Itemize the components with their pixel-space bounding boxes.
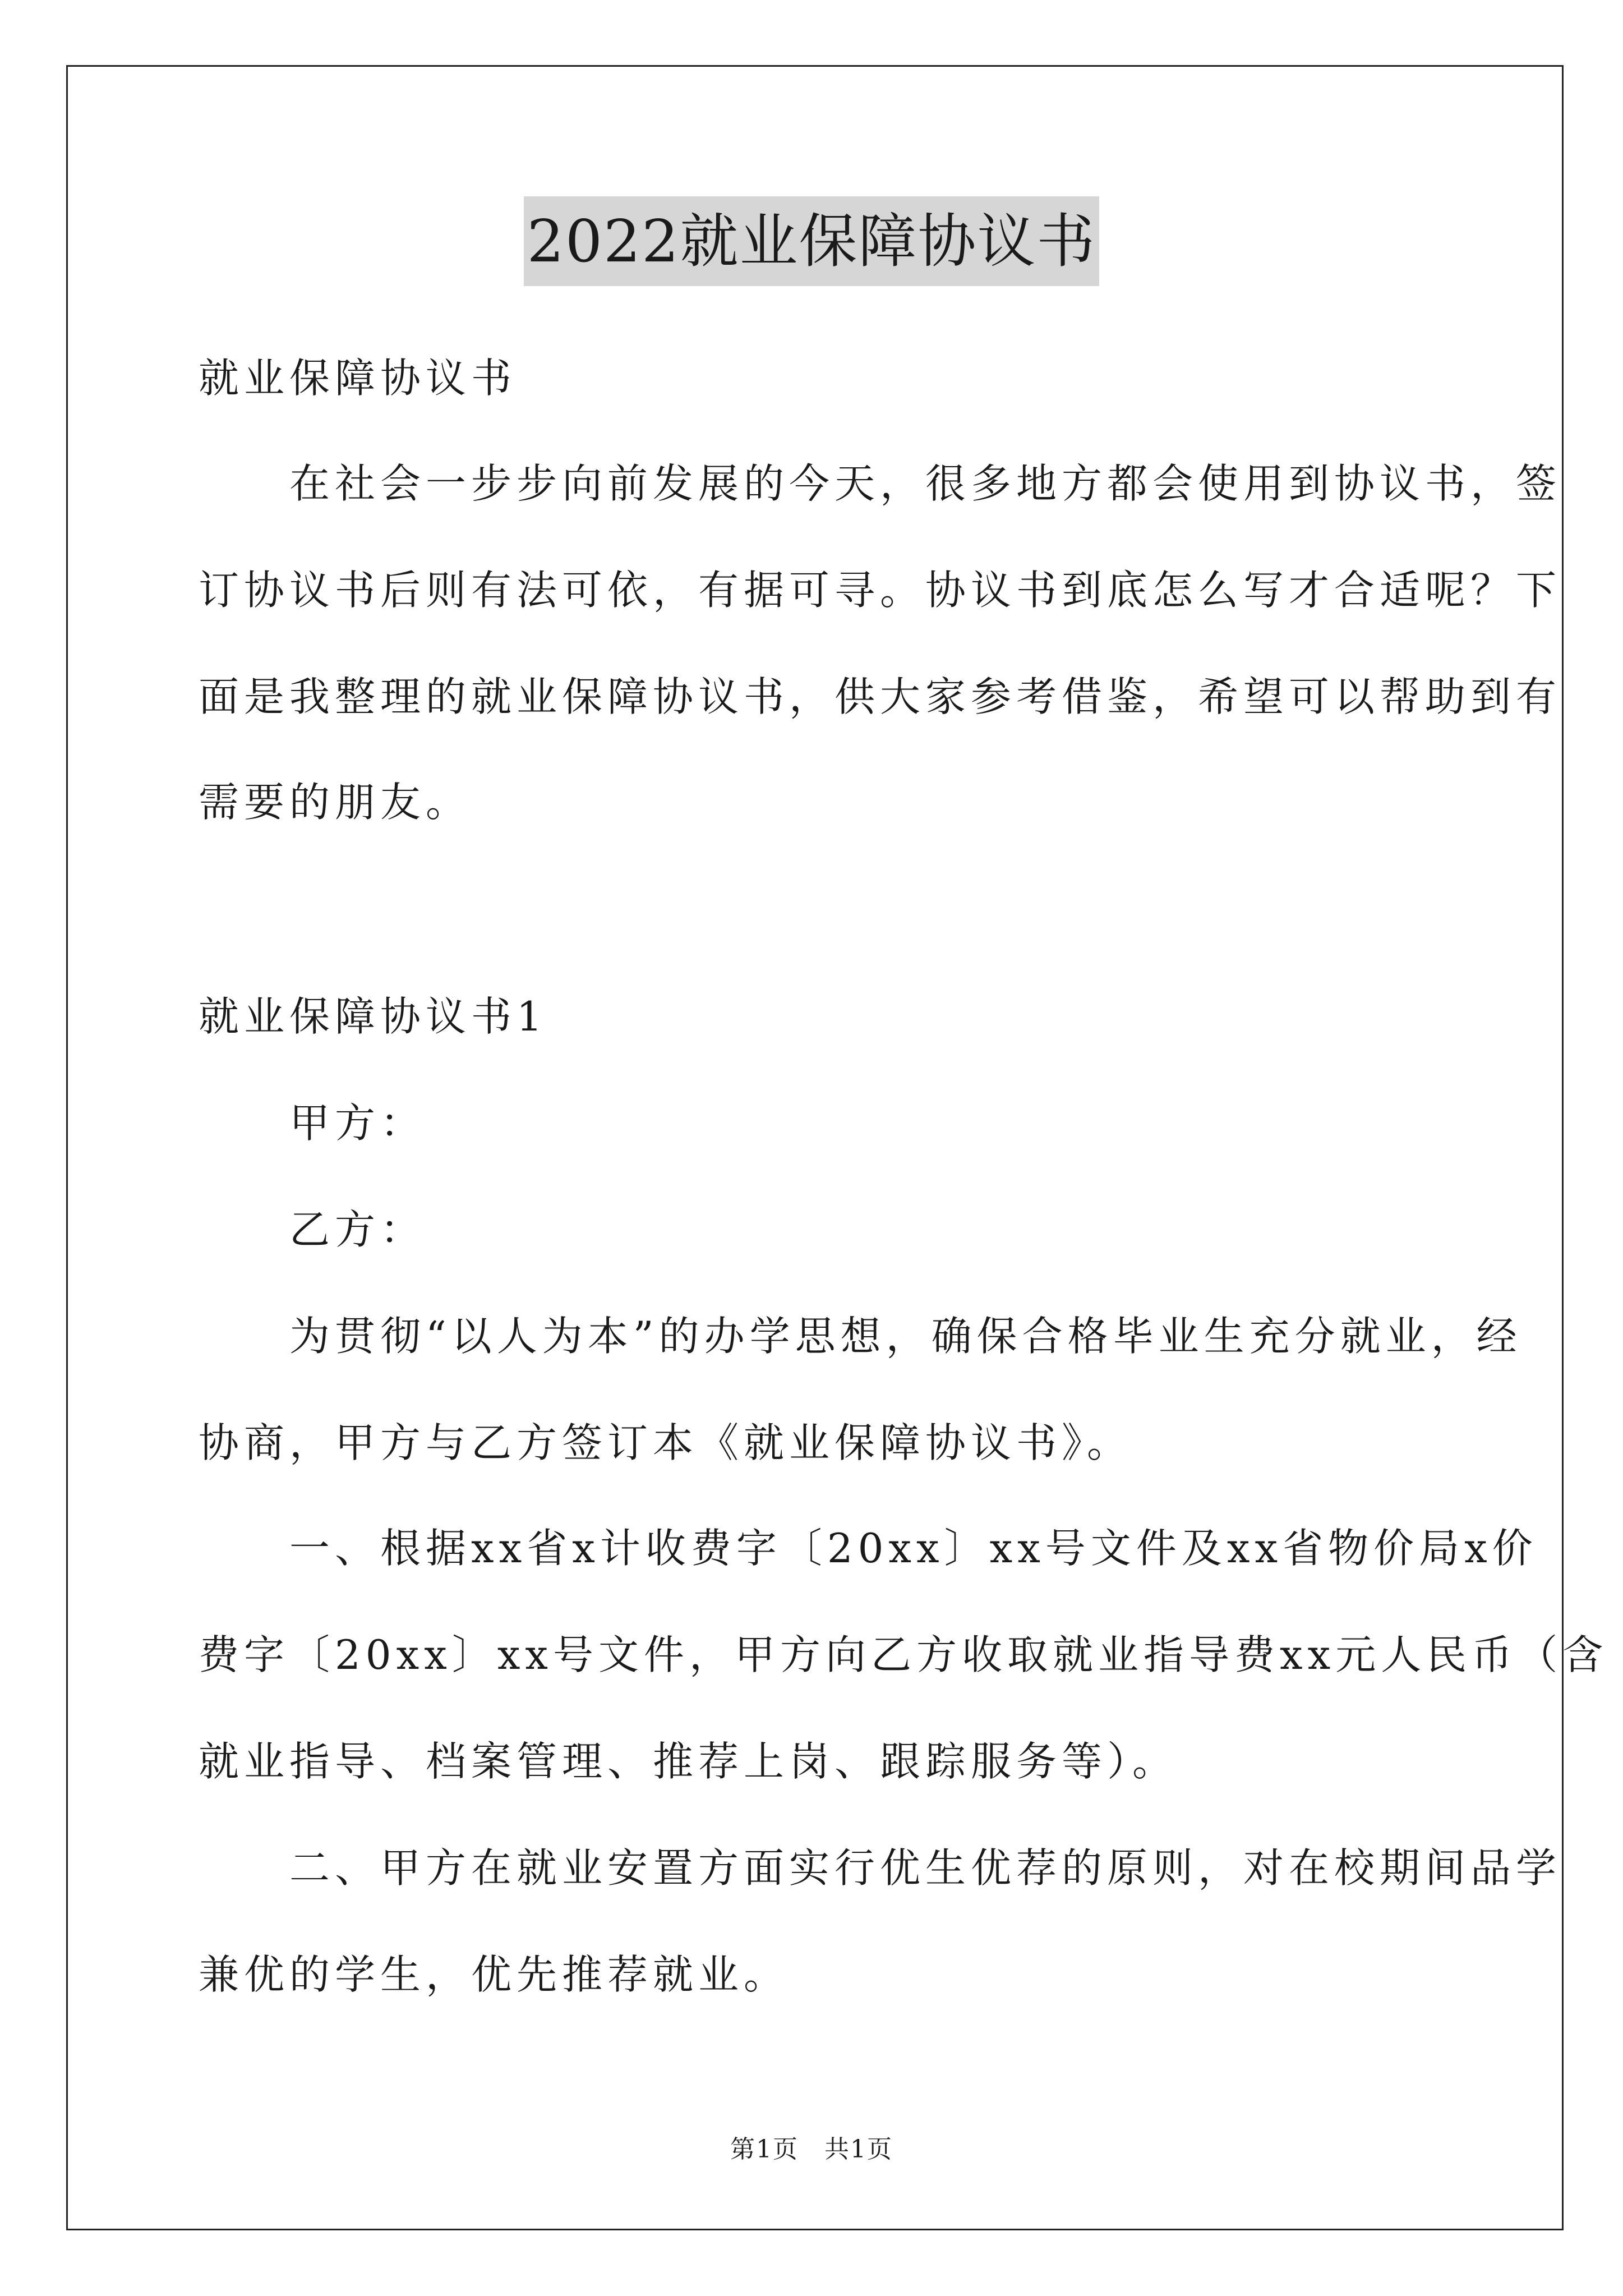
page-footer: 第1页 共1页 <box>730 2135 893 2164</box>
paragraph-line: 二、甲方在就业安置方面实行优生优荐的原则，对在校期间品学 <box>199 1844 1562 1892</box>
document-title: 2022就业保障协议书 <box>524 196 1100 286</box>
paragraph-line: 面是我整理的就业保障协议书，供大家参考借鉴，希望可以帮助到有 <box>199 673 1562 720</box>
party-b-line: 乙方： <box>199 1206 426 1253</box>
party-a-line: 甲方： <box>199 1099 426 1147</box>
paragraph-line: 在社会一步步向前发展的今天，很多地方都会使用到协议书，签 <box>199 460 1562 507</box>
subtitle-line: 就业保障协议书 <box>199 355 517 402</box>
paragraph-line: 协商，甲方与乙方签订本《就业保障协议书》。 <box>199 1419 1133 1466</box>
paragraph-line: 就业指导、档案管理、推荐上岗、跟踪服务等）。 <box>199 1738 1178 1785</box>
paragraph-line: 为贯彻“以人为本”的办学思想，确保合格毕业生充分就业，经 <box>199 1313 1522 1360</box>
paragraph-line: 费字〔20xx〕xx号文件，甲方向乙方收取就业指导费xx元人民币（含 <box>199 1631 1608 1678</box>
paragraph-line: 兼优的学生，优先推荐就业。 <box>199 1951 790 1998</box>
title-container <box>0 196 1623 286</box>
paragraph-line: 一、根据xx省x计收费字〔20xx〕xx号文件及xx省物价局x价 <box>199 1525 1538 1572</box>
paragraph-line: 需要的朋友。 <box>199 779 472 826</box>
section-heading: 就业保障协议书1 <box>199 993 547 1040</box>
paragraph-line: 订协议书后则有法可依，有据可寻。协议书到底怎么写才合适呢？下 <box>199 567 1562 614</box>
